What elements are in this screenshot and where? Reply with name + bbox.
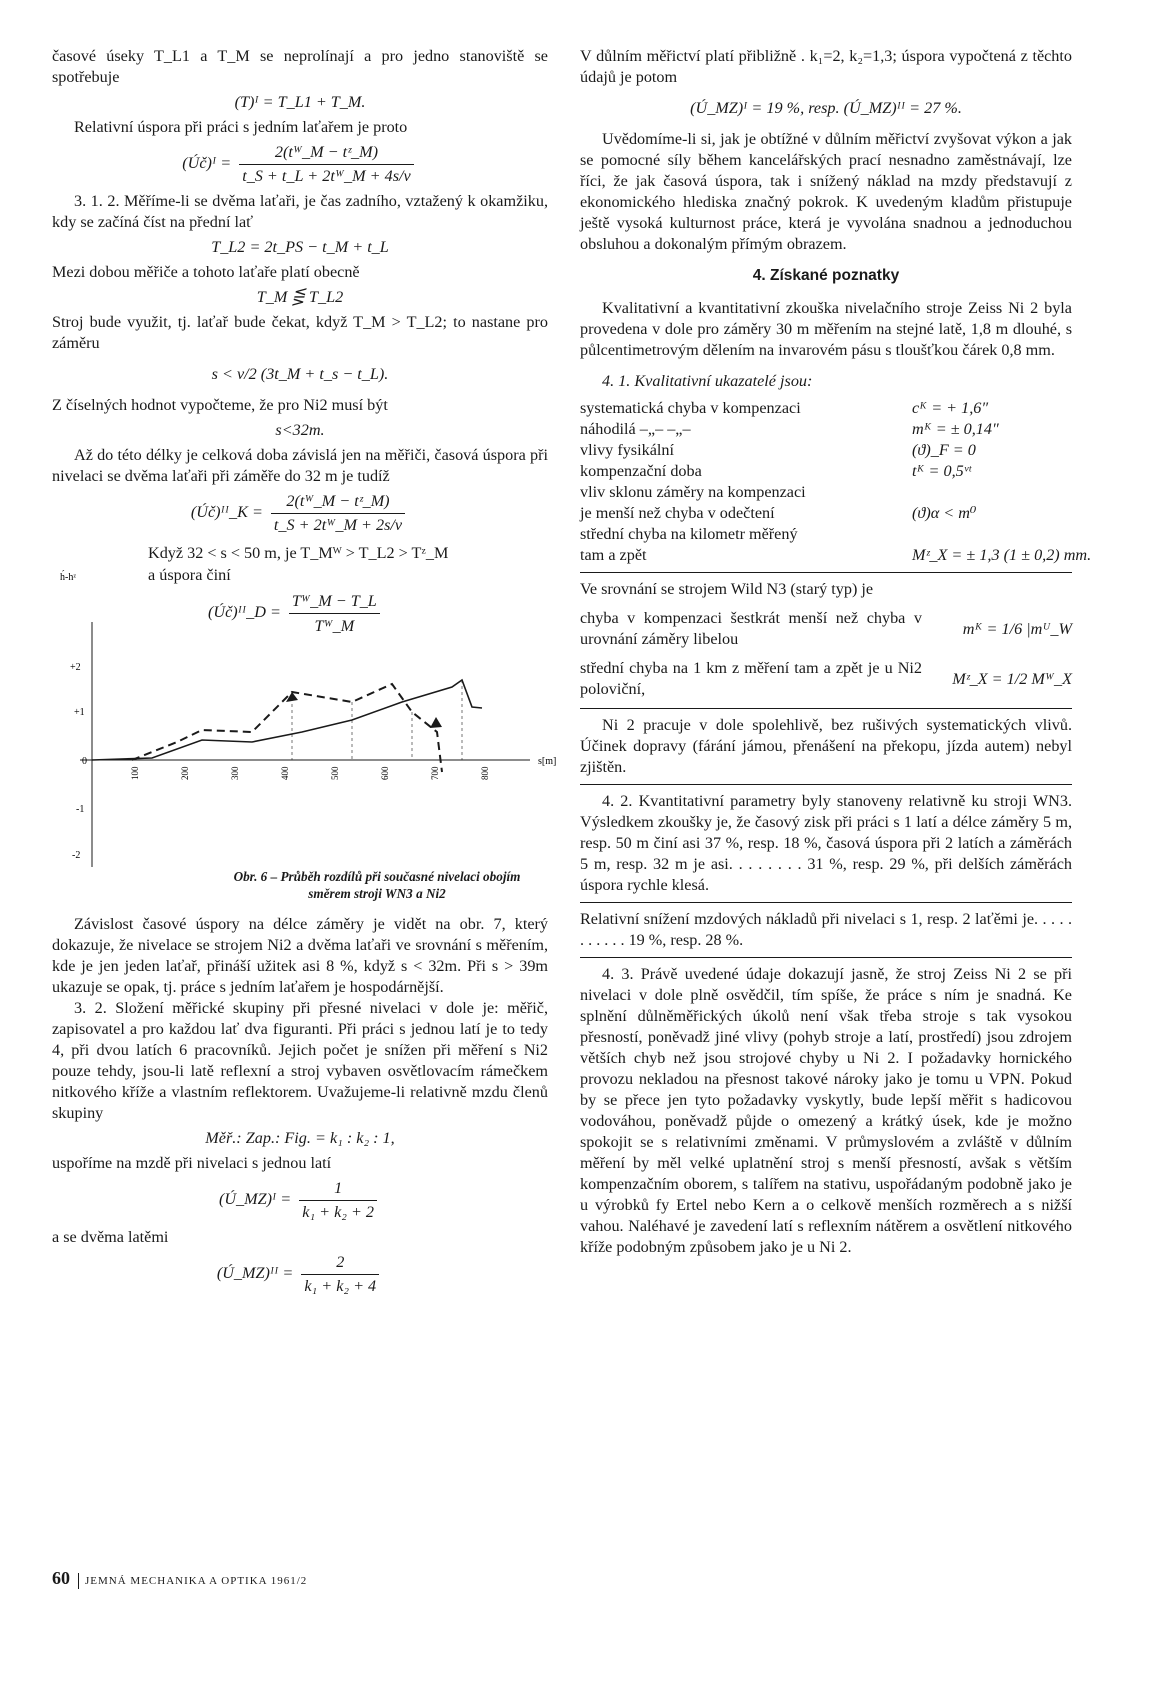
- x-tick-label: 100: [130, 766, 140, 780]
- paragraph: Až do této délky je celková doba závislá jen na měřiči, časová úspora při nivelaci se dvěma laťaři při záměře do 32 m je tudíž: [52, 446, 548, 485]
- equation-fraction: [52, 1252, 548, 1297]
- journal-title: JEMNÁ MECHANIKA A OPTIKA 1961/2: [85, 1575, 308, 1587]
- comparison-row: [580, 658, 1072, 700]
- eq-lhs: (Ú_MZ)ᴵᴵ =: [216, 1264, 294, 1283]
- paragraph: Mezi dobou měřiče a tohoto laťaře platí obecně: [52, 263, 360, 281]
- fraction: [301, 1252, 379, 1297]
- paragraph: a úspora činí: [148, 566, 231, 584]
- paragraph: Z číselných hodnot vypočteme, že pro Ni2 musí být: [52, 396, 388, 414]
- subsection-heading: 4. 1. Kvalitativní ukazatelé jsou:: [602, 372, 813, 390]
- divider: [580, 708, 1072, 709]
- criteria-value: [912, 482, 1072, 503]
- fraction-numerator: 2(tᵂ_M − tᶻ_M): [239, 142, 413, 165]
- page-number: 60: [52, 1568, 70, 1588]
- paragraph: Relativní úspora při práci s jedním laťařem je proto: [74, 118, 408, 136]
- criteria-value: (ϑ)α < m⁰: [912, 504, 977, 522]
- equation-fraction: [52, 491, 548, 536]
- divider: [580, 902, 1072, 903]
- paragraph: Ve srovnání se strojem Wild N3 (starý typ) je: [580, 580, 874, 598]
- criteria-label: systematická chyba v kompenzaci: [580, 399, 801, 417]
- fraction-denominator: Tᵂ_M: [314, 617, 355, 635]
- page-footer: [52, 1568, 307, 1589]
- equation: (Ú_MZ)ᴵ = 19 %, resp. (Ú_MZ)ᴵᴵ = 27 %.: [690, 99, 962, 117]
- paragraph: Stroj bude využit, tj. laťař bude čekat, když T_M > T_L2; to nastane pro záměru: [52, 313, 548, 352]
- criteria-label: kompenzační doba: [580, 462, 702, 480]
- criteria-value: tᴷ = 0,5ᵛᵗ: [912, 462, 971, 480]
- difference-plot: [52, 542, 557, 872]
- fraction: [299, 1178, 377, 1223]
- y-tick-label: -2: [72, 850, 81, 861]
- criteria-label: vliv sklonu záměry na kompenzaci: [580, 483, 806, 501]
- equation: (T)ᴵ = T_L1 + T_M.: [234, 93, 366, 111]
- criteria-label: vlivy fysikální: [580, 441, 674, 459]
- criteria-row: [580, 398, 1072, 419]
- paragraph: Relativní snížení mzdových nákladů při nivelaci s 1, resp. 2 laťěmi je. . . . . . . . . . . 19 %, resp. 28 %.: [580, 910, 1072, 949]
- fraction-numerator: 2: [301, 1252, 379, 1275]
- paragraph: Kvalitativní a kvantitativní zkouška nivelačního stroje Zeiss Ni 2 byla provedena v dole pro záměry 30 m měřením na stejné latě, 1,8 m dlouhé, s půlcentimetrovým dělením na invarovém pásu s tloušťkou čárek 0,8 mm.: [580, 299, 1072, 359]
- comparison-text: chyba v kompenzaci šestkrát menší než chyba v urovnání záměry libelou: [580, 609, 922, 648]
- y-axis-label: h́-hᶻ: [60, 572, 77, 583]
- figure-caption: Obr. 6 – Průběh rozdílů při současné nivelaci obojím směrem stroji WN3 a Ni2: [233, 869, 521, 901]
- arrow-head: [430, 717, 442, 728]
- fraction-denominator: t_S + 2tᵂ_M + 2s/v: [273, 516, 403, 534]
- paragraph: 3. 1. 2. Měříme-li se dvěma laťaři, je čas zadního, vztažený k okamžiku, kdy se začíná číst na přední lať: [52, 192, 548, 231]
- paragraph: a se dvěma latěmi: [52, 1228, 169, 1246]
- criteria-label: tam a zpět: [580, 546, 647, 564]
- criteria-value: Mᶻ_X = ± 1,3 (1 ± 0,2) mm.: [912, 546, 1092, 564]
- criteria-label: je menší než chyba v odečtení: [580, 504, 775, 522]
- x-tick-label: 700: [430, 766, 440, 780]
- x-tick-label: 800: [480, 766, 490, 780]
- section-heading: 4. Získané poznatky: [752, 267, 900, 284]
- left-column: [52, 46, 557, 1301]
- paragraph: uspoříme na mzdě při nivelaci s jednou latí: [52, 1154, 332, 1172]
- criteria-row: [580, 503, 1072, 524]
- paragraph: 4. 2. Kvantitativní parametry byly stanoveny relativně ku stroji WN3. Výsledkem zkoušky je, že časový zisk při práci s 1 latí a délce záměry 5 m, resp. 50 m činí asi 37 %, resp. 18 %, časová úspora při 2 latích a záměrách 5 m, resp. 32 m je asi. . . . . . . . 31 %, resp. 29 %, při delších záměrách úspora rychle klesá.: [580, 792, 1072, 894]
- equation-fraction: [52, 1178, 548, 1223]
- paragraph: 4. 3. Právě uvedené údaje dokazují jasně, že stroj Zeiss Ni 2 se při nivelaci v dole plně osvědčil, tím spíše, že práce s ním je snadná. Ke splnění důlněměřických úkolů není však třeba stroje s tak vysokou přesností, poněvadž jiné vlivy (pohyb stroje a latí, prostředí) jsou zdrojem větších chyb než jsou strojové chyby u Ni 2. I požadavky hornického provozu nekladou na přesnost takové nároky jako je tomu u VPN. Pokud by se přece jen tyto požadavky vyskytly, bude lepší měřit s hadicovou vodováhou, poněvadž půjde o omezený a krátký úsek, kde je možno spokojit se s relativními změnami. V průmyslovém a zvláště v důlním měření by měl velké uplatnění stroj s menší přesností, avšak s větším kompenzačním oborem, s talířem na stativu, uspořádaným podobně jako je u výrobků fy Ertel nebo Kern a o celkově menších rozměrech a s nižší vahou. Naléhavé je zavedení latí s reflexním nátěrem a osvětlení nitkového kříže podobným způsobem jako je u Ni 2.: [580, 965, 1072, 1256]
- fraction-numerator: 2(tᵂ_M − tᶻ_M): [271, 491, 405, 514]
- fraction-numerator: 1: [299, 1178, 377, 1201]
- equation-fraction: [52, 142, 548, 187]
- criteria-row: [580, 482, 1072, 503]
- fraction-numerator: Tᵂ_M − T_L: [289, 590, 380, 614]
- paragraph: Když 32 < s < 50 m, je T_Mᵂ > T_L2 > Tᶻ_M: [148, 544, 449, 562]
- comparison-text: střední chyba na 1 km z měření tam a zpět je u Ni2 poloviční,: [580, 659, 922, 698]
- equation: s<32m.: [275, 421, 325, 439]
- footer-divider: [78, 1573, 79, 1589]
- criteria-row: [580, 524, 1072, 545]
- paragraph: časové úseky T_L1 a T_M se neprolínají a pro jedno stanoviště se spotřebuje: [52, 47, 548, 86]
- divider: [580, 572, 1072, 573]
- equation: s < v/2 (3t_M + t_s − t_L).: [211, 365, 389, 383]
- fraction-denominator: t_S + t_L + 2tᵂ_M + 4s/v: [242, 167, 411, 185]
- figure-6: [52, 542, 557, 914]
- criteria-value: cᴷ = + 1,6″: [912, 399, 989, 417]
- x-tick-label: 400: [280, 766, 290, 780]
- y-tick-label: +1: [74, 707, 85, 718]
- series-line-dashed: [132, 684, 442, 772]
- eq-lhs: (Úč)ᴵᴵ_K =: [190, 503, 263, 522]
- eq-lhs: (Ú_MZ)ᴵ =: [218, 1190, 292, 1209]
- fraction-denominator: k₁ + k₂ + 4: [304, 1277, 377, 1295]
- eq-lhs: (Úč)ᴵ =: [182, 154, 232, 173]
- paragraph: Ni 2 pracuje v dole spolehlivě, bez rušivých systematických vlivů. Účinek dopravy (fárání jámou, přenášení na překopu, jízda autem) nebyl zjištěn.: [580, 716, 1072, 776]
- paragraph: 3. 2. Složení měřické skupiny při přesné nivelaci v dole je: měřič, zapisovatel a pro každou lať dva figuranti. Při práci s jednou latí je to tedy 4, při dvou latích 6 pracovníků. Jejich počet je snížen při měření s Ni2 pouze tehdy, jsou-li latě reflexní a stroj vybaven osvětlovacím rámečkem nitkového kříže a vlastním reflektorem. Uvažujeme-li relativně mzdu členů skupiny: [52, 999, 548, 1122]
- criteria-row: [580, 440, 1072, 461]
- x-tick-label: 300: [230, 766, 240, 780]
- x-tick-label: 200: [180, 766, 190, 780]
- criteria-value: (ϑ)_F = 0: [912, 441, 976, 459]
- criteria-label: náhodilá –„– –„–: [580, 420, 691, 438]
- criteria-row: [580, 461, 1072, 482]
- criteria-label: střední chyba na kilometr měřený: [580, 525, 798, 543]
- criteria-list: [580, 398, 1092, 566]
- criteria-value: [912, 524, 1072, 545]
- y-tick-label: 0: [82, 756, 87, 767]
- y-tick-label: -1: [76, 804, 85, 815]
- divider: [580, 957, 1072, 958]
- paragraph: Závislost časové úspory na délce záměry je vidět na obr. 7, který dokazuje, že nivelace se strojem Ni2 a dvěma laťaři ve srovnání s měřením, kde je jen jeden laťař, přináší užitek asi 8 %, když s < 32m. Při s > 39m ukazuje se opak, tj. práce s jedním laťařem je hospodárnější.: [52, 915, 548, 996]
- fraction: [239, 142, 413, 187]
- right-column: [580, 46, 1092, 1258]
- comparison-formula: mᴷ = 1/6 |mᵁ_W: [962, 619, 1072, 638]
- eq-lhs: (Úč)ᴵᴵ_D =: [208, 603, 281, 622]
- criteria-row: [580, 545, 1092, 566]
- criteria-value: mᴷ = ± 0,14″: [912, 420, 999, 438]
- y-tick-label: +2: [70, 662, 81, 673]
- comparison-row: [580, 608, 1072, 650]
- paragraph: Uvědomíme-li si, jak je obtížné v důlním měřictví zvyšovat výkon a jak se pomocné síly během kancelářských prací nesnadno zaměstnávají, lze říci, že jak časová úspora, tak i snížený náklad na mzdy představují z ekonomického hlediska značný pokrok. K uvedeným kladům přistupuje ještě vysoká kulturnost práce, která je vyvolána snadnou a jednoduchou obsluhou a dokonalým přímým obrazem.: [580, 130, 1072, 253]
- equation: T_M ⋚ T_L2: [256, 288, 344, 306]
- criteria-row: [580, 419, 1072, 440]
- paragraph: V důlním měřictví platí přibližně . k₁=2, k₂=1,3; úspora vypočtená z těchto údajů je potom: [580, 47, 1072, 86]
- fraction-denominator: k₁ + k₂ + 2: [302, 1203, 375, 1221]
- x-tick-labels: [130, 766, 490, 780]
- fraction: [271, 491, 405, 536]
- equation: Měř.: Zap.: Fig. = k₁ : k₂ : 1,: [205, 1129, 395, 1147]
- divider: [580, 784, 1072, 785]
- comparison-formula: Mᶻ_X = 1/2 Mᵂ_X: [952, 669, 1072, 688]
- equation: T_L2 = 2t_PS − t_M + t_L: [211, 238, 389, 256]
- x-tick-label: 600: [380, 766, 390, 780]
- x-tick-label: 500: [330, 766, 340, 780]
- series-line-solid: [92, 680, 482, 760]
- x-axis-label: s[m]: [538, 756, 557, 767]
